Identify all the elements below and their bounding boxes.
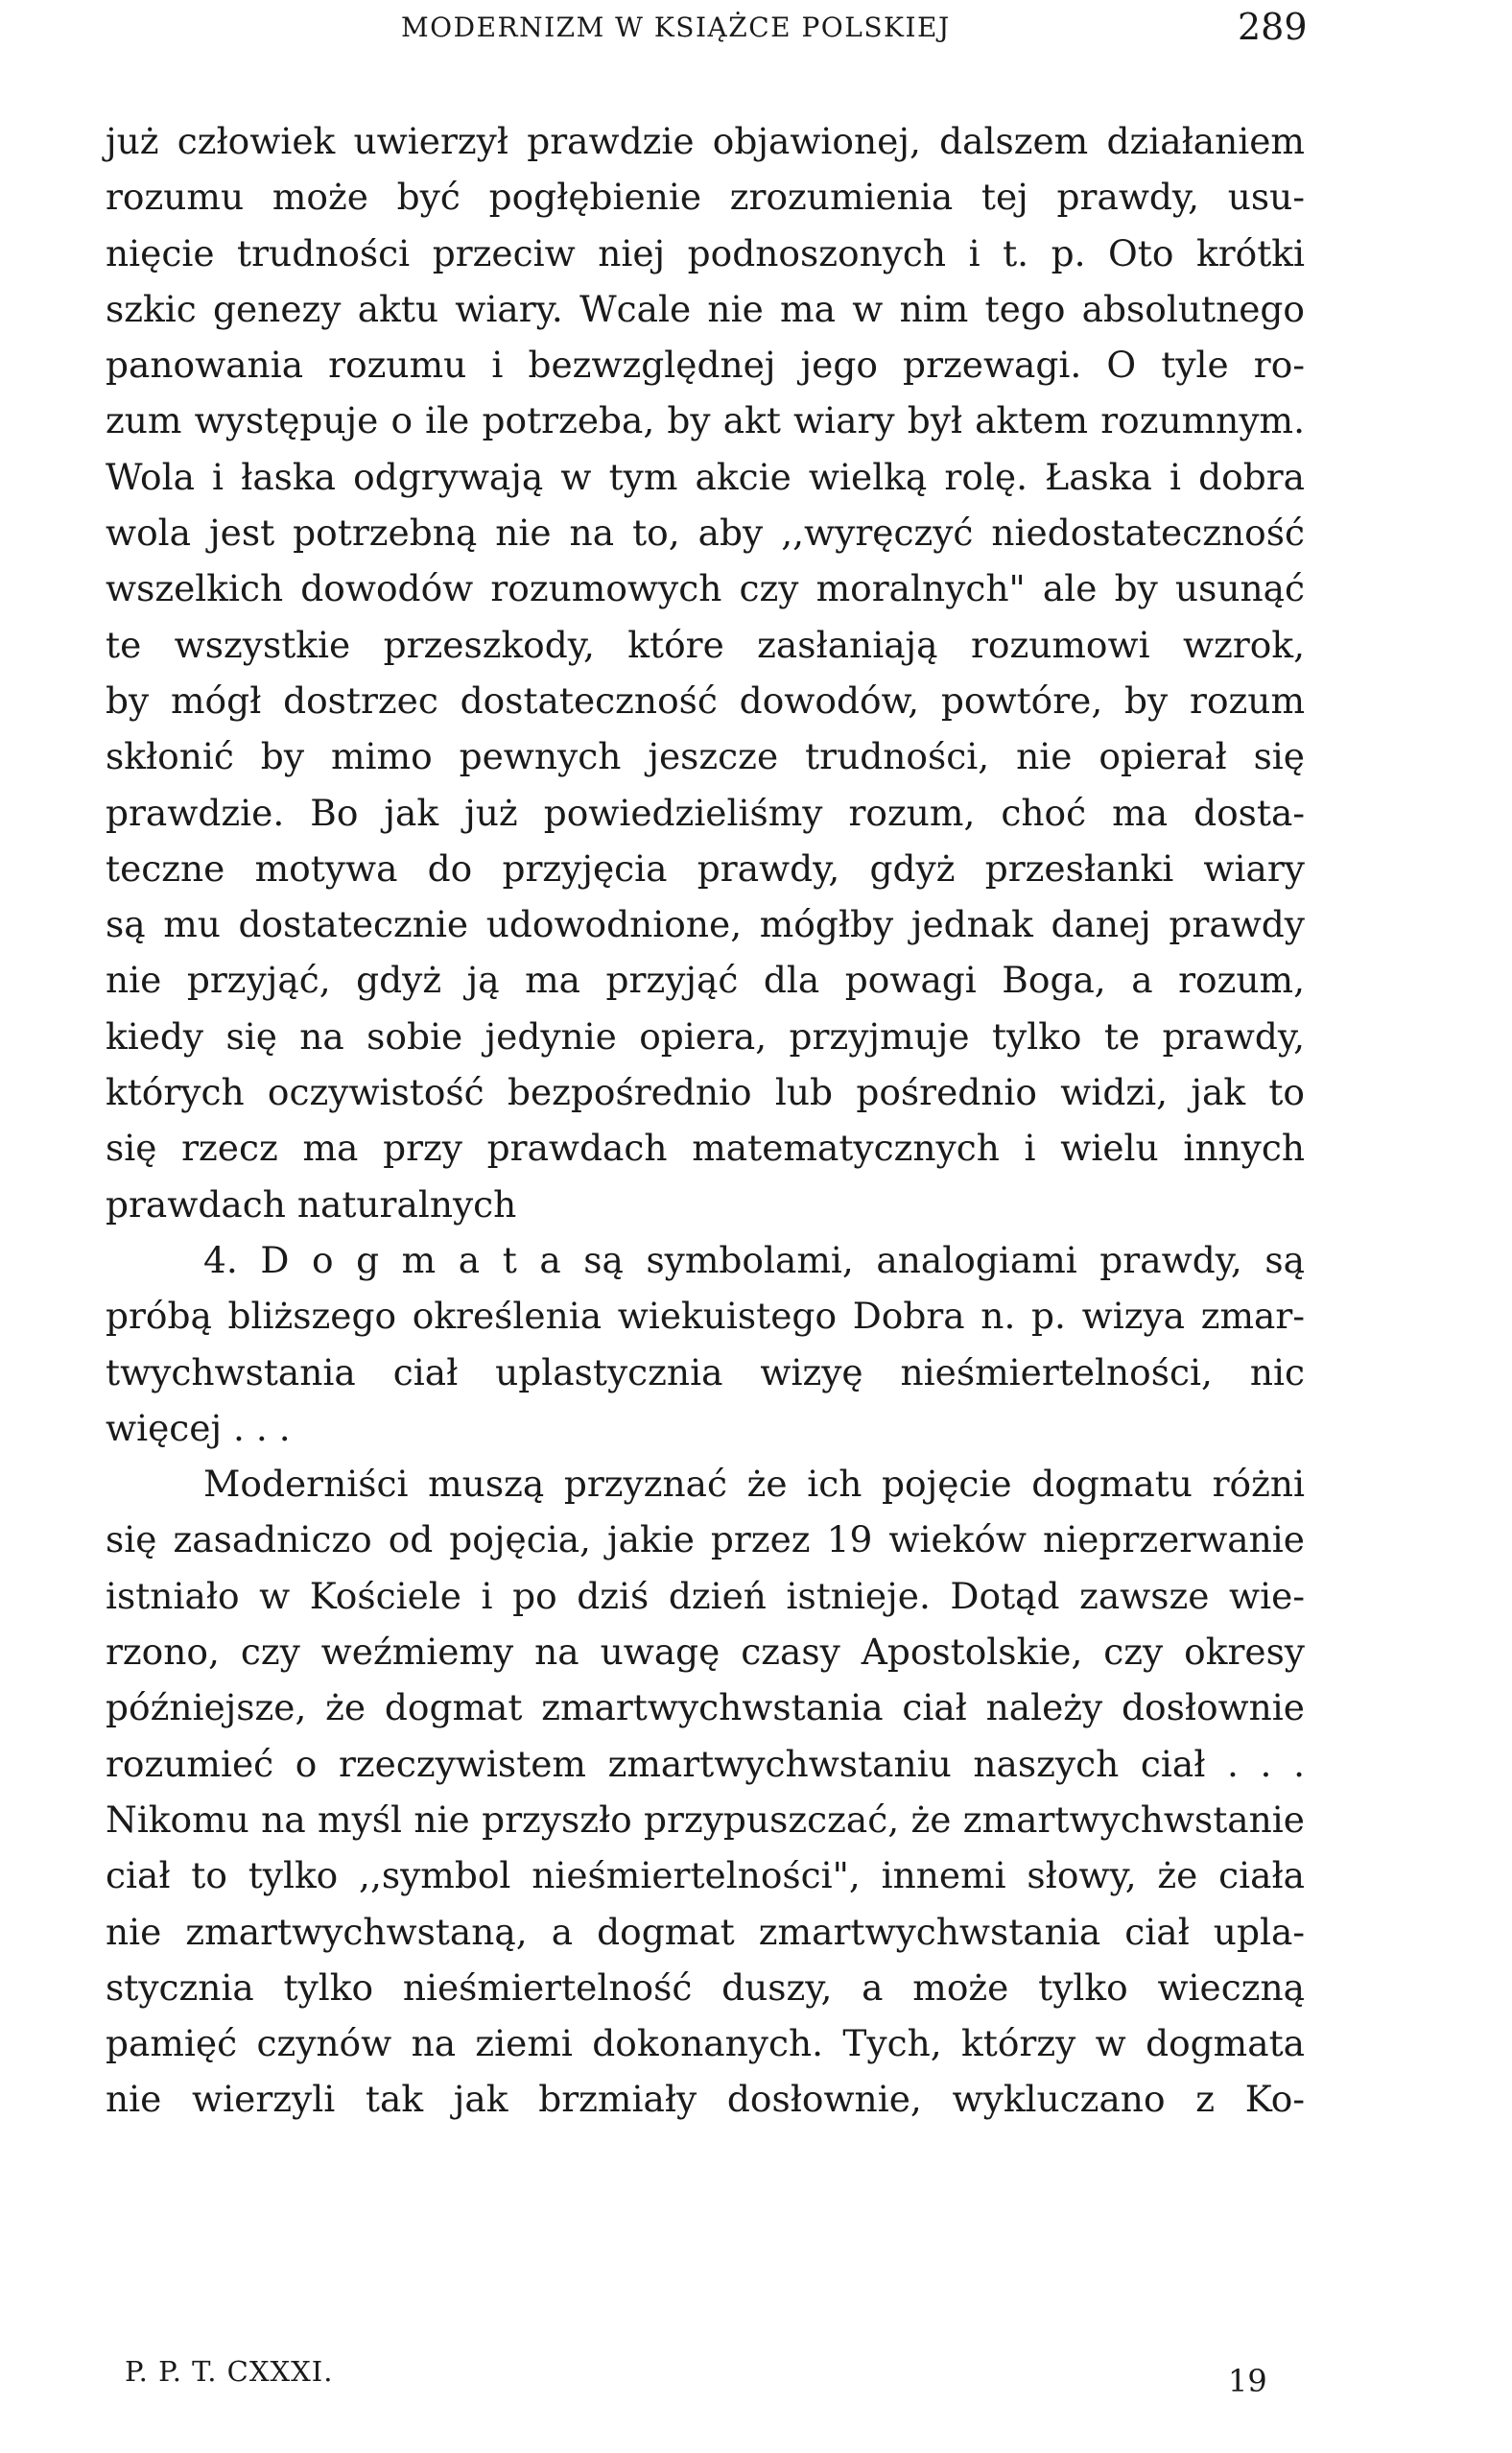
text-line: prawdach naturalnych bbox=[106, 1182, 517, 1226]
text-line: już człowiek uwierzył prawdzie objawionej, dalszem działaniem bbox=[106, 120, 1305, 162]
printer-signature-mark: P. P. T. CXXXI. bbox=[125, 2355, 334, 2388]
sheet-number: 19 bbox=[1228, 2363, 1267, 2399]
text-line: nięcie trudności przeciw niej podnoszonych i t. p. Oto krótki bbox=[106, 231, 1305, 274]
text-line: wszelkich dowodów rozumowych czy moralnych" ale by usunąć bbox=[106, 567, 1305, 610]
text-line: się zasadniczo od pojęcia, jakie przez 19 wieków nieprzerwanie bbox=[106, 1518, 1305, 1561]
text-line: nie zmartwychwstaną, a dogmat zmartwychwstania ciał upla- bbox=[106, 1910, 1305, 1953]
text-line: Nikomu na myśl nie przyszło przypuszczać, że zmartwychwstanie bbox=[106, 1798, 1305, 1841]
text-line: nie przyjąć, gdyż ją ma przyjąć dla powagi Boga, a rozum, bbox=[106, 959, 1305, 1002]
text-line: się rzecz ma przy prawdach matematycznych i wielu innych bbox=[106, 1127, 1305, 1170]
text-line: rzono, czy weźmiemy na uwagę czasy Apostolskie, czy okresy bbox=[106, 1631, 1305, 1674]
text-line: nie wierzyli tak jak brzmiały dosłownie, wykluczano z Ko- bbox=[106, 2078, 1305, 2121]
text-line: kiedy się na sobie jedynie opiera, przyjmuje tylko te prawdy, bbox=[106, 1014, 1305, 1058]
text-line: więcej . . . bbox=[106, 1406, 291, 1449]
text-line: ciał to tylko ,,symbol nieśmiertelności", innemi słowy, że ciała bbox=[106, 1854, 1305, 1897]
text-line: wola jest potrzebną nie na to, aby ,,wyręczyć niedostateczność bbox=[106, 512, 1305, 555]
page-footer bbox=[0, 2351, 1512, 2428]
text-line: by mógł dostrzec dostateczność dowodów, powtóre, by rozum bbox=[106, 679, 1305, 722]
text-line: stycznia tylko nieśmiertelność duszy, a może tylko wieczną bbox=[106, 1965, 1305, 2009]
text-line: te wszystkie przeszkody, które zasłaniają rozumowi wzrok, bbox=[106, 623, 1305, 666]
text-line: których oczywistość bezpośrednio lub pośrednio widzi, jak to bbox=[106, 1071, 1305, 1114]
text-line: rozumu może być pogłębienie zrozumienia tej prawdy, usu- bbox=[106, 176, 1305, 219]
text-line: próbą bliższego określenia wiekuistego Dobra n. p. wizya zmar- bbox=[106, 1295, 1305, 1338]
text-line: Moderniści muszą przyznać że ich pojęcie dogmatu różni bbox=[203, 1463, 1305, 1506]
text-line: skłonić by mimo pewnych jeszcze trudności, nie opierał się bbox=[106, 735, 1305, 778]
text-line: rozumieć o rzeczywistem zmartwychwstaniu naszych ciał . . . bbox=[106, 1742, 1305, 1785]
text-line: szkic genezy aktu wiary. Wcale nie ma w nim tego absolutnego bbox=[106, 287, 1305, 330]
text-line: późniejsze, że dogmat zmartwychwstania ciał należy dosłownie bbox=[106, 1686, 1305, 1729]
text-line: są mu dostatecznie udowodnione, mógłby jednak danej prawdy bbox=[106, 903, 1305, 946]
body-text bbox=[106, 113, 1305, 2128]
text-line: panowania rozumu i bezwzględnej jego przewagi. O tyle ro- bbox=[106, 344, 1305, 387]
running-header bbox=[0, 0, 1512, 77]
text-line: teczne motywa do przyjęcia prawdy, gdyż przesłanki wiary bbox=[106, 846, 1305, 890]
text-line: istniało w Kościele i po dziś dzień istnieje. Dotąd zawsze wie- bbox=[106, 1574, 1305, 1617]
text-line: pamięć czynów na ziemi dokonanych. Tych, którzy w dogmata bbox=[106, 2022, 1305, 2065]
text-line: 4. D o g m a t a są symbolami, analogiami prawdy, są bbox=[203, 1238, 1305, 1281]
text-line: prawdzie. Bo jak już powiedzieliśmy rozum, choć ma dosta- bbox=[106, 791, 1305, 834]
text-line: zum występuje o ile potrzeba, by akt wiary był aktem rozumnym. bbox=[106, 399, 1305, 442]
text-line: Wola i łaska odgrywają w tym akcie wielką rolę. Łaska i dobra bbox=[106, 455, 1305, 498]
text-line: twychwstania ciał uplastycznia wizyę nieśmiertelności, nic bbox=[106, 1350, 1305, 1393]
page-number: 289 bbox=[1238, 6, 1308, 48]
running-title: MODERNIZM W KSIĄŻCE POLSKIEJ bbox=[401, 12, 951, 43]
